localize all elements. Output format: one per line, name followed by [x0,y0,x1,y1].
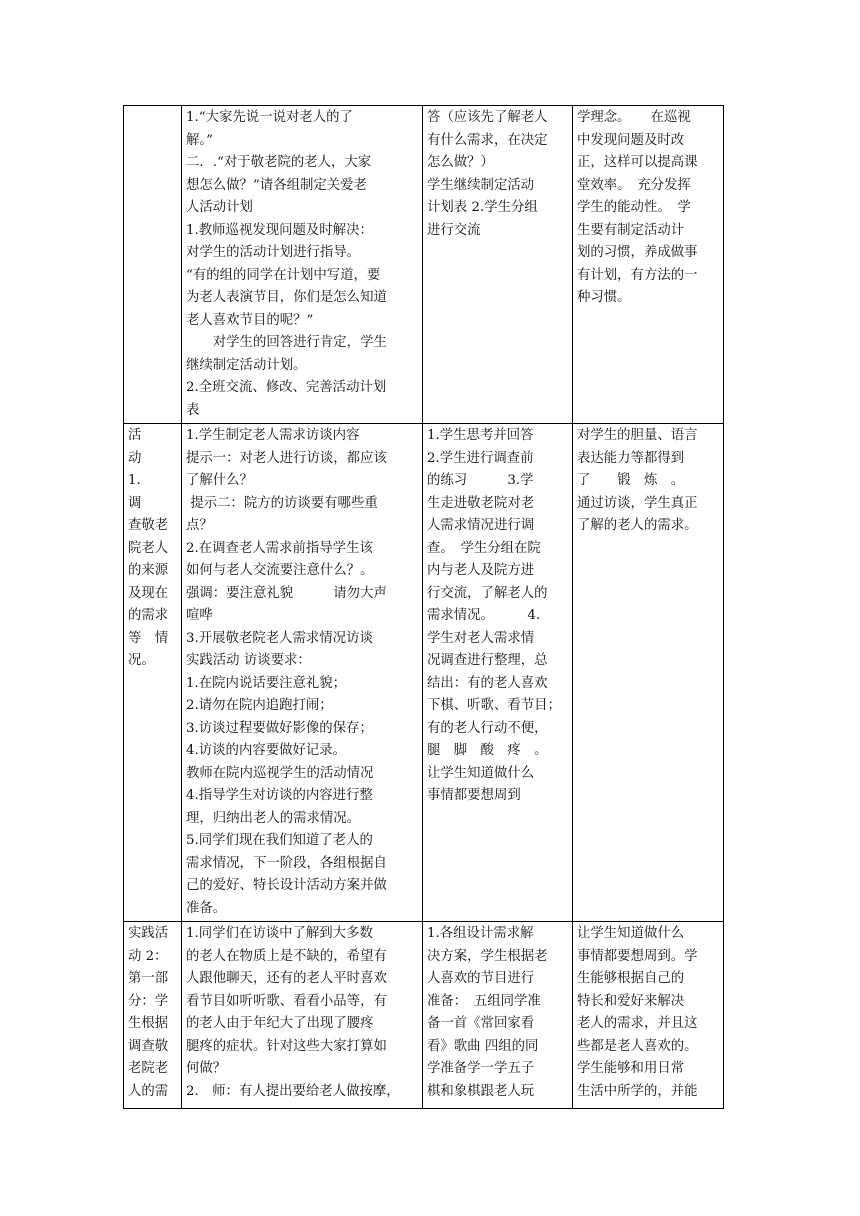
cell-line: 通过访谈，学生真正 [577,495,698,511]
student-activity-cell [423,424,573,922]
cell-line: 学生对老人需求情 [427,630,535,646]
cell-line: 1.在院内说话要注意礼貌； [186,675,347,691]
cell-line: 1.学生制定老人需求访谈内容 [186,428,360,443]
cell-line: 4.访谈的内容要做好记录。 [186,743,347,758]
cell-line: 实践活 [128,926,169,941]
cell-line: 进行交流 [427,222,481,238]
cell-line: 棋和象棋跟老人玩 [427,1083,535,1099]
teacher-activity-cell [182,922,423,1109]
cell-line: 下棋、听歌、看节目； [427,698,561,713]
cell-line: 让学生知道做什么 [577,926,685,941]
cell-line: 如何与老人交流要注意什么？。 [186,563,374,578]
teacher-activity-cell [182,424,423,922]
cell-line: 况。 [128,653,155,668]
cell-line: 准备： 五组同学准 [427,993,541,1009]
cell-line: 2.在调查老人需求前指导学生该 [186,540,373,556]
cell-line: 等 情 [128,630,169,646]
cell-line: 二．.“对于敬老院的老人，大家 [186,155,372,170]
cell-line: 看节目如听听歌、看看小品等，有 [186,993,387,1009]
cell-line: 解。” [186,132,213,148]
cell-line: 的老人在物质上是不缺的，希望有 [186,948,387,964]
cell-line: 1.同学们在访谈中了解到大多数 [186,926,373,941]
design-intent-cell [573,424,724,922]
cell-line: 点？ [186,518,213,533]
cell-line: 行交流，了解老人的 [427,585,548,601]
cell-line: 继续制定活动计划。 [186,357,307,373]
cell-line: 老人喜欢节目的呢？” [186,312,314,328]
cell-line: 2. 师：有人提出要给老人做按摩， [186,1083,400,1099]
cell-line: 表 [186,402,200,418]
student-activity-cell [423,106,573,424]
cell-line: 1.教师巡视发现问题及时解决： [186,222,373,238]
cell-line: 人需求情况进行调 [427,518,535,533]
cell-line: 表达能力等都得到 [577,450,685,466]
cell-line: 计划表 2.学生分组 [427,200,538,215]
cell-line: 5.同学们现在我们知道了老人的 [186,833,373,848]
cell-line: 何做？ [186,1061,227,1076]
cell-line: 2.学生进行调查前 [427,450,534,466]
design-intent-cell [573,106,724,424]
cell-line: 人的需 [128,1083,169,1099]
cell-line: 怎么做？） [427,155,494,170]
cell-line: 强调：要注意礼貌 请勿大声 [186,585,387,601]
table-row [124,106,724,424]
activity-cell [124,424,182,922]
cell-line: 查。 学生分组在院 [427,540,541,556]
cell-line: 腿疼的症状。针对这些大家打算如 [186,1038,387,1054]
cell-line: 的练习 3.学 [427,473,534,488]
cell-line: 老人的需求，并且这 [577,1016,698,1031]
cell-line: 的老人由于年纪大了出现了腰疼 [186,1016,374,1031]
cell-line: 决方案，学生根据老 [427,948,548,964]
cell-line: 1.各组设计需求解 [427,926,534,941]
cell-line: 的需求 [128,608,169,623]
cell-line: 喧哗 [186,608,213,623]
cell-line: 准备。 [186,900,227,916]
cell-line: 些都是老人喜欢的。 [577,1038,698,1054]
cell-line: 看》歌曲 四组的同 [427,1038,539,1054]
cell-line: 有的老人行动不便， [427,720,548,736]
cell-line: 院老人 [128,540,169,556]
cell-line: 对学生的胆量、语言 [577,428,698,443]
cell-line: 教师在院内巡视学生的活动情况 [186,765,374,781]
cell-line: 内与老人及院方进 [427,563,535,578]
cell-line: 理，归纳出老人的需求情况。 [186,810,361,826]
cell-line: 对学生的回答进行肯定，学生 [186,335,387,350]
cell-line: 调查敬 [128,1038,169,1054]
cell-line: 堂效率。 充分发挥 [577,177,691,193]
cell-line: 备一首《常回家看 [427,1016,535,1031]
cell-line: 了 锻 炼 。 [577,473,685,488]
cell-line: 3.开展敬老院老人需求情况访谈 [186,630,373,646]
cell-line: 生根据 [128,1016,169,1031]
lesson-plan-table [123,105,724,1109]
cell-line: 结出：有的老人喜欢 [427,675,548,691]
cell-line: 老院老 [128,1061,169,1076]
cell-line: 分：学 [128,993,169,1009]
activity-cell [124,106,182,424]
cell-line: 提示二：院方的访谈要有哪些重 [186,495,378,511]
cell-line: 1.“大家先说一说对老人的了 [186,110,353,125]
cell-line: 生要有制定活动计 [577,222,685,238]
cell-line: 况调查进行整理，总 [427,653,548,668]
cell-line: “有的组的同学在计划中写道，要 [186,267,381,283]
cell-line: 及现在 [128,585,169,601]
cell-line: 正，这样可以提高课 [577,155,698,170]
cell-line: 了解的老人的需求。 [577,518,698,533]
cell-line: 人活动计划 [186,200,253,215]
cell-line: 对学生的活动计划进行指导。 [186,245,361,260]
cell-line: 需求情况，下一阶段，各组根据自 [186,855,387,871]
cell-line: 学准备学一学五子 [427,1061,535,1076]
cell-line: 中发现问题及时改 [577,132,685,148]
cell-line: 生活中所学的，并能 [577,1083,698,1099]
cell-line: 生能够根据自己的 [577,971,685,986]
cell-line: 动 2： [128,948,168,964]
cell-line: 实践活动 访谈要求： [186,653,311,668]
activity-cell [124,922,182,1109]
cell-line: 人跟他聊天，还有的老人平时喜欢 [186,971,387,986]
student-activity-cell [423,922,573,1109]
cell-line: 事情都要想周到 [427,788,521,803]
cell-line: 查敬老 [128,518,169,533]
cell-line: 让学生知道做什么 [427,765,535,781]
cell-line: 2.请勿在院内追跑打闹； [186,698,333,713]
cell-line: 事情都要想周到。学 [577,948,698,964]
cell-line: 第一部 [128,971,169,986]
cell-line: 了解什么？ [186,473,253,488]
cell-line: 需求情况。 4. [427,608,541,623]
cell-line: 为老人表演节目，你们是怎么知道 [186,290,387,305]
cell-line: 有计划，有方法的一 [577,267,698,283]
cell-line: 特长和爱好来解决 [577,993,685,1009]
cell-line: 学理念。 在巡视 [577,110,691,125]
cell-line: 3.访谈过程要做好影像的保存； [186,720,373,736]
design-intent-cell [573,922,724,1109]
table-row [124,424,724,922]
cell-line: 有什么需求，在决定 [427,132,548,148]
cell-line: 学生的能动性。 学 [577,200,691,215]
cell-line: 活 动 [128,428,169,466]
cell-line: 腿 脚 酸 疼 。 [427,743,548,758]
cell-line: 答（应该先了解老人 [427,110,548,125]
cell-line: 1. 调 [128,473,168,511]
cell-line: 1.学生思考并回答 [427,428,534,443]
cell-line: 划的习惯，养成做事 [577,245,698,260]
cell-line: 提示一：对老人进行访谈，都应该 [186,450,387,466]
cell-line: 4.指导学生对访谈的内容进行整 [186,788,373,803]
cell-line: 人喜欢的节目进行 [427,971,535,986]
teacher-activity-cell [182,106,423,424]
cell-line: 学生能够和用日常 [577,1061,685,1076]
cell-line: 生走进敬老院对老 [427,495,535,511]
cell-line: 想怎么做？”请各组制定关爱老 [186,177,367,193]
cell-line: 学生继续制定活动 [427,177,535,193]
cell-line: 的来源 [128,563,169,578]
cell-line: 种习惯。 [577,290,631,305]
cell-line: 2.全班交流、修改、完善活动计划 [186,380,387,395]
table-row [124,922,724,1109]
cell-line: 己的爱好、特长设计活动方案并做 [186,878,387,893]
